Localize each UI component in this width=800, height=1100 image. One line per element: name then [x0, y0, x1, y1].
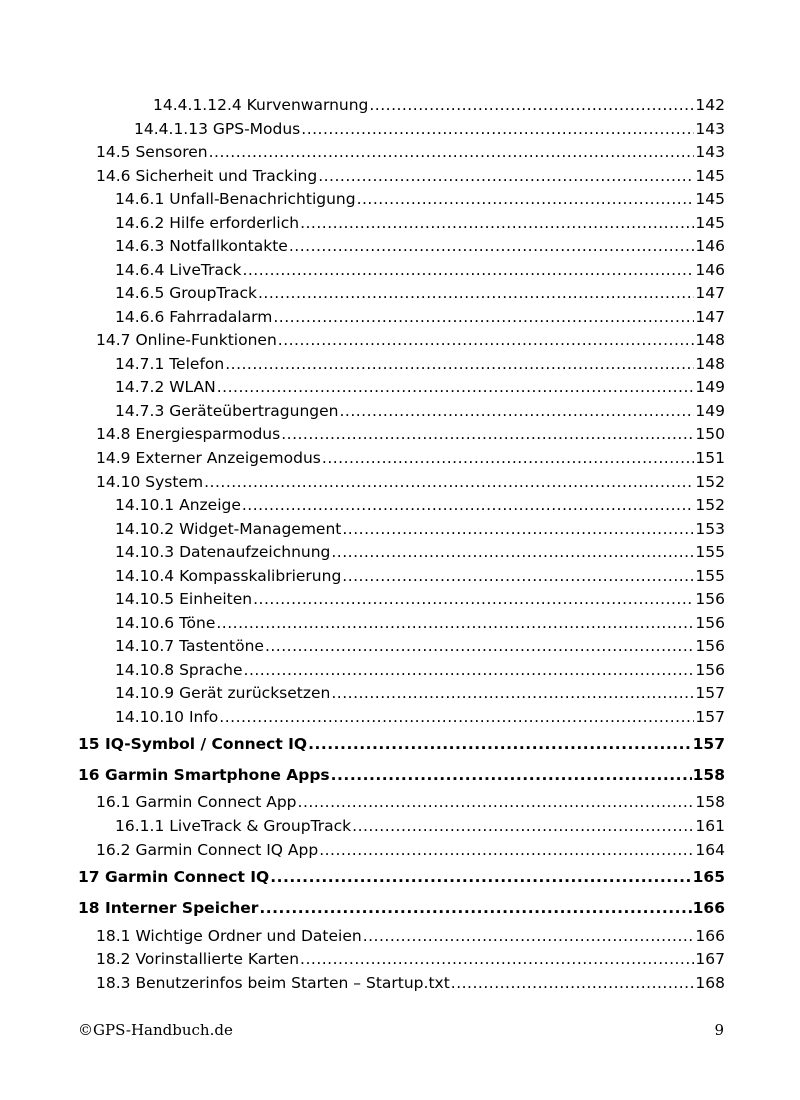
- toc-dot-leader: [369, 94, 694, 116]
- toc-entry[interactable]: [96, 791, 725, 813]
- toc-dot-leader: [322, 447, 695, 469]
- toc-entry-page: 145: [695, 190, 725, 208]
- toc-entry[interactable]: [115, 494, 725, 516]
- toc-entry-page: 150: [695, 425, 725, 443]
- toc-entry-title: 18.1 Wichtige Ordner und Dateien: [96, 927, 362, 945]
- toc-entry-page: 161: [695, 817, 725, 835]
- toc-entry-title: 14.6.5 GroupTrack: [115, 284, 257, 302]
- toc-entry[interactable]: [96, 972, 725, 994]
- toc-entry-page: 143: [695, 120, 725, 138]
- toc-entry[interactable]: [134, 118, 725, 140]
- toc-dot-leader: [281, 423, 694, 445]
- toc-entry-title: 14.7.2 WLAN: [115, 378, 216, 396]
- toc-entry-page: 166: [692, 899, 725, 917]
- toc-dot-leader: [331, 764, 692, 786]
- toc-entry-title: 14.10 System: [96, 473, 204, 491]
- toc-dot-leader: [265, 635, 694, 657]
- toc-dot-leader: [339, 400, 694, 422]
- toc-entry-title: 15 IQ-Symbol / Connect IQ: [78, 735, 308, 753]
- toc-entry-title: 14.10.3 Datenaufzeichnung: [115, 543, 331, 561]
- toc-entry-page: 151: [695, 449, 725, 467]
- toc-dot-leader: [259, 897, 691, 919]
- toc-dot-leader: [253, 588, 694, 610]
- toc-entry-page: 158: [692, 766, 725, 784]
- toc-dot-leader: [244, 659, 695, 681]
- toc-entry-title: 17 Garmin Connect IQ: [78, 868, 270, 886]
- toc-entry[interactable]: [115, 282, 725, 304]
- toc-entry-page: 155: [695, 543, 725, 561]
- toc-dot-leader: [242, 494, 695, 516]
- toc-dot-leader: [331, 541, 694, 563]
- toc-entry-title: 18.3 Benutzerinfos beim Starten – Startup.txt: [96, 974, 450, 992]
- toc-dot-leader: [308, 733, 692, 755]
- toc-entry-page: 148: [695, 331, 725, 349]
- toc-entry[interactable]: [115, 306, 725, 328]
- toc-dot-leader: [217, 376, 695, 398]
- toc-dot-leader: [258, 282, 694, 304]
- toc-entry-page: 157: [695, 684, 725, 702]
- toc-dot-leader: [342, 565, 694, 587]
- toc-entry-title: 14.10.10 Info: [115, 708, 219, 726]
- toc-entry-title: 14.10.9 Gerät zurücksetzen: [115, 684, 331, 702]
- toc-entry-page: 145: [695, 167, 725, 185]
- toc-entry[interactable]: [115, 518, 725, 540]
- toc-entry[interactable]: [96, 948, 725, 970]
- toc-dot-leader: [451, 972, 695, 994]
- toc-entry-title: 14.10.1 Anzeige: [115, 496, 241, 514]
- toc-entry[interactable]: [78, 733, 725, 755]
- toc-entry-page: 156: [695, 614, 725, 632]
- toc-entry-title: 14.6 Sicherheit und Tracking: [96, 167, 318, 185]
- toc-entry-title: 16.2 Garmin Connect IQ App: [96, 841, 319, 859]
- toc-entry-title: 14.4.1.13 GPS-Modus: [134, 120, 301, 138]
- toc-entry-title: 14.6.4 LiveTrack: [115, 261, 242, 279]
- toc-dot-leader: [363, 925, 695, 947]
- toc-entry-title: 16 Garmin Smartphone Apps: [78, 766, 330, 784]
- toc-entry[interactable]: [96, 925, 725, 947]
- toc-entry[interactable]: [115, 212, 725, 234]
- toc-entry[interactable]: [115, 635, 725, 657]
- toc-entry-title: 14.6.1 Unfall-Benachrichtigung: [115, 190, 356, 208]
- toc-dot-leader: [352, 815, 694, 837]
- toc-entry-title: 14.7 Online-Funktionen: [96, 331, 277, 349]
- toc-dot-leader: [301, 118, 694, 140]
- toc-entry-page: 157: [695, 708, 725, 726]
- toc-entry-title: 14.5 Sensoren: [96, 143, 208, 161]
- toc-entry-title: 14.6.3 Notfallkontakte: [115, 237, 288, 255]
- toc-entry-page: 158: [695, 793, 725, 811]
- toc-entry-page: 146: [695, 237, 725, 255]
- toc-entry[interactable]: [96, 329, 725, 351]
- toc-dot-leader: [273, 306, 694, 328]
- toc-entry-title: 14.10.5 Einheiten: [115, 590, 253, 608]
- toc-entry-title: 14.8 Energiesparmodus: [96, 425, 281, 443]
- toc-entry-page: 157: [692, 735, 725, 753]
- toc-entry-page: 149: [695, 402, 725, 420]
- toc-entry-title: 18 Interner Speicher: [78, 899, 259, 917]
- toc-entry[interactable]: [96, 165, 725, 187]
- toc-entry[interactable]: [115, 612, 725, 634]
- toc-dot-leader: [331, 682, 694, 704]
- toc-entry[interactable]: [115, 376, 725, 398]
- toc-dot-leader: [209, 141, 695, 163]
- toc-entry-page: 156: [695, 661, 725, 679]
- toc-entry-page: 148: [695, 355, 725, 373]
- toc-dot-leader: [278, 329, 695, 351]
- toc-dot-leader: [342, 518, 694, 540]
- toc-entry-title: 14.10.6 Töne: [115, 614, 216, 632]
- toc-entry-title: 14.10.2 Widget-Management: [115, 520, 342, 538]
- footer-copyright: ©GPS-Handbuch.de: [78, 1021, 233, 1039]
- toc-entry[interactable]: [115, 353, 725, 375]
- footer-page-number: 9: [714, 1021, 724, 1039]
- toc-entry-title: 14.6.6 Fahrradalarm: [115, 308, 273, 326]
- toc-entry-title: 16.1 Garmin Connect App: [96, 793, 297, 811]
- toc-entry[interactable]: [115, 188, 725, 210]
- toc-dot-leader: [204, 471, 694, 493]
- toc-entry[interactable]: [115, 259, 725, 281]
- toc-entry-page: 168: [695, 974, 725, 992]
- toc-dot-leader: [298, 791, 695, 813]
- toc-dot-leader: [300, 948, 694, 970]
- toc-dot-leader: [219, 706, 694, 728]
- toc-entry-title: 14.10.4 Kompasskalibrierung: [115, 567, 342, 585]
- toc-entry-title: 14.10.7 Tastentöne: [115, 637, 264, 655]
- toc-dot-leader: [289, 235, 695, 257]
- toc-entry-page: 142: [695, 96, 725, 114]
- toc-entry[interactable]: [115, 706, 725, 728]
- toc-entry[interactable]: [115, 541, 725, 563]
- toc-entry-page: 153: [695, 520, 725, 538]
- toc-entry[interactable]: [78, 764, 725, 786]
- toc-entry-title: 14.10.8 Sprache: [115, 661, 243, 679]
- toc-entry-page: 149: [695, 378, 725, 396]
- toc-entry-page: 147: [695, 284, 725, 302]
- toc-entry[interactable]: [96, 839, 725, 861]
- toc-dot-leader: [319, 839, 694, 861]
- toc-entry-title: 14.7.3 Geräteübertragungen: [115, 402, 339, 420]
- toc-entry[interactable]: [115, 565, 725, 587]
- toc-entry-page: 152: [695, 473, 725, 491]
- toc-entry-title: 14.6.2 Hilfe erforderlich: [115, 214, 300, 232]
- toc-entry-page: 156: [695, 637, 725, 655]
- toc-entry[interactable]: [153, 94, 725, 116]
- toc-entry-page: 156: [695, 590, 725, 608]
- toc-entry-page: 165: [692, 868, 725, 886]
- toc-entry-page: 152: [695, 496, 725, 514]
- toc-dot-leader: [270, 866, 691, 888]
- toc-dot-leader: [300, 212, 694, 234]
- toc-entry[interactable]: [115, 588, 725, 610]
- toc-entry[interactable]: [78, 866, 725, 888]
- toc-dot-leader: [357, 188, 695, 210]
- toc-entry-title: 18.2 Vorinstallierte Karten: [96, 950, 300, 968]
- toc-entry[interactable]: [115, 235, 725, 257]
- toc-entry-title: 14.7.1 Telefon: [115, 355, 225, 373]
- toc-entry[interactable]: [96, 423, 725, 445]
- toc-entry-title: 14.4.1.12.4 Kurvenwarnung: [153, 96, 369, 114]
- toc-entry-page: 164: [695, 841, 725, 859]
- toc-entry[interactable]: [96, 141, 725, 163]
- toc-entry-page: 166: [695, 927, 725, 945]
- toc-entry[interactable]: [115, 659, 725, 681]
- toc-entry[interactable]: [96, 471, 725, 493]
- toc-entry-page: 167: [695, 950, 725, 968]
- toc-entry-title: 14.9 Externer Anzeigemodus: [96, 449, 321, 467]
- toc-entry[interactable]: [115, 400, 725, 422]
- toc-entry-page: 147: [695, 308, 725, 326]
- toc-entry[interactable]: [78, 897, 725, 919]
- toc-dot-leader: [225, 353, 694, 375]
- toc-entry-page: 155: [695, 567, 725, 585]
- toc-entry-page: 146: [695, 261, 725, 279]
- toc-entry[interactable]: [96, 447, 725, 469]
- toc-dot-leader: [242, 259, 694, 281]
- toc-dot-leader: [216, 612, 694, 634]
- toc-entry[interactable]: [115, 682, 725, 704]
- toc-entry[interactable]: [115, 815, 725, 837]
- toc-entry-page: 145: [695, 214, 725, 232]
- toc-dot-leader: [318, 165, 694, 187]
- toc-entry-title: 16.1.1 LiveTrack & GroupTrack: [115, 817, 352, 835]
- toc-entry-page: 143: [695, 143, 725, 161]
